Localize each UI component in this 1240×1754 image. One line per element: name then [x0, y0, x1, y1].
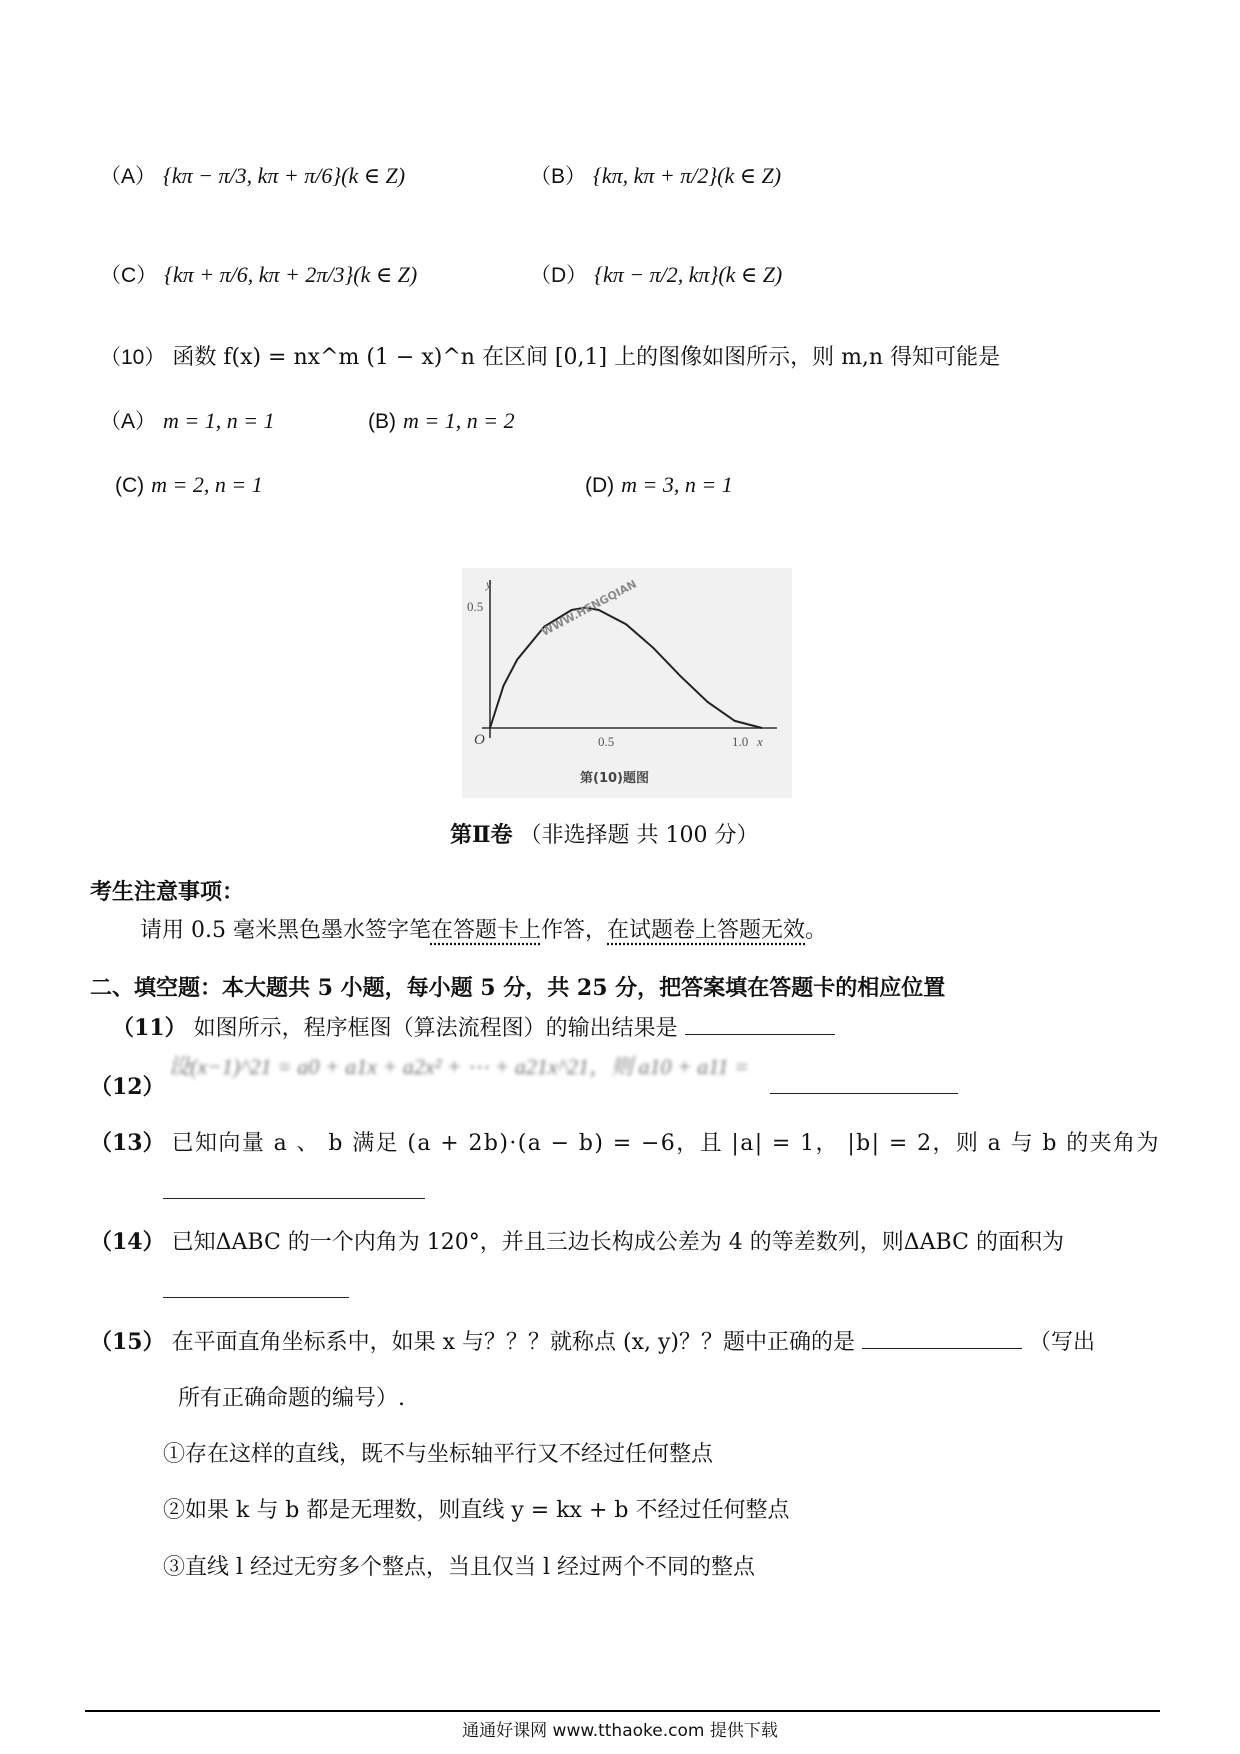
q9-option-c-label: （C）: [100, 264, 158, 287]
q10-option-a-expr: m = 1, n = 1: [163, 408, 275, 433]
q10-option-b: [368, 406, 515, 437]
notice-text: [140, 916, 827, 946]
y-tick-label: 0.5: [467, 599, 484, 614]
q9-option-a-expr: {kπ − π/3, kπ + π/6}(k ∈ Z): [163, 163, 406, 188]
q15-item-1: ①存在这样的直线，既不与坐标轴平行又不经过任何整点: [163, 1442, 714, 1467]
q10-option-d: [585, 470, 733, 501]
q9-option-a-label: （A）: [100, 165, 157, 188]
q10-option-b-label: (B): [368, 410, 396, 433]
q9-option-d-label: （D）: [530, 264, 588, 287]
q9-option-c-expr: {kπ + π/6, kπ + 2π/3}(k ∈ Z): [164, 262, 418, 287]
q10-option-a-label: （A）: [100, 410, 157, 433]
part2-title: 第Ⅱ卷: [450, 822, 513, 848]
q10-number: （10）: [100, 346, 166, 369]
q14: [90, 1227, 1064, 1258]
q12-answer-blank: [770, 1093, 958, 1094]
notice-heading: 考生注意事项：: [90, 879, 245, 905]
q9-option-c: [100, 260, 417, 291]
origin-label: O: [474, 732, 485, 748]
q15-item-2: ②如果 k 与 b 都是无理数，则直线 y = kx + b 不经过任何整点: [163, 1498, 790, 1523]
q15-line2: 所有正确命题的编号）.: [178, 1386, 405, 1411]
q11-number: （11）: [112, 1015, 187, 1041]
part2-subtitle: （非选择题 共 100 分）: [519, 823, 759, 848]
q9-option-a: [100, 161, 405, 192]
q9-option-b-expr: {kπ, kπ + π/2}(k ∈ Z): [593, 163, 782, 188]
q10-stem: [100, 343, 1000, 373]
q10-option-d-expr: m = 3, n = 1: [621, 472, 733, 497]
q10-option-c: [115, 470, 263, 501]
part2-heading: [450, 820, 759, 851]
x-tick-one-label: 1.0: [732, 734, 749, 749]
q13-number: （13）: [90, 1130, 165, 1156]
q11-text: 如图所示，程序框图（算法流程图）的输出结果是: [193, 1016, 678, 1041]
q15: [90, 1326, 1095, 1358]
footer-rule: [85, 1710, 1160, 1712]
q12-blurred-text: 设(x−1)^21 = a0 + a1x + a2x² + ⋯ + a21x^21，则 a10 + a11 =: [168, 1054, 750, 1079]
q10-option-c-label: (C): [115, 474, 145, 497]
q14-number: （14）: [90, 1229, 165, 1255]
q11-answer-blank: [685, 1012, 835, 1035]
q13-answer-blank: [163, 1198, 425, 1199]
notice-text-pre: 请用 0.5 毫米黑色墨水签字笔: [140, 918, 431, 943]
q15-text: 在平面直角坐标系中，如果 x 与？？？就称点 (x, y)？？题中正确的是: [171, 1330, 856, 1355]
q12-number: （12）: [90, 1074, 165, 1100]
notice-text-mid: 作答，: [541, 918, 608, 943]
q15-tail: （写出: [1029, 1330, 1096, 1355]
q11: [112, 1012, 835, 1044]
q10-text: 函数 f(x) = nx^m (1 − x)^n 在区间 [0,1] 上的图像如图所示，则 m,n 得知可能是: [172, 345, 1001, 370]
function-curve: [490, 608, 762, 728]
q10-option-c-expr: m = 2, n = 1: [151, 472, 263, 497]
q9-option-d: [530, 260, 782, 291]
footer-text: 通通好课网 www.tthaoke.com 提供下载: [462, 1721, 778, 1741]
q10-option-b-expr: m = 1, n = 2: [403, 408, 515, 433]
q9-option-b: [530, 161, 781, 192]
q13-text: 已知向量 a 、 b 满足 (a + 2b)·(a − b) = −6，且 |a| = 1， |b| = 2，则 a 与 b 的夹角为: [171, 1131, 1160, 1156]
q9-option-b-label: （B）: [530, 165, 587, 188]
notice-text-emph1: 在答题卡上: [430, 918, 541, 943]
section2-heading: 二、填空题：本大题共 5 小题，每小题 5 分，共 25 分，把答案填在答题卡的相应位置: [90, 975, 946, 1001]
notice-text-emph2: 在试题卷上答题无效: [607, 918, 806, 943]
q10-graph: [462, 568, 792, 798]
q15-item-3: ③直线 l 经过无穷多个整点，当且仅当 l 经过两个不同的整点: [163, 1555, 756, 1580]
q10-figure: [462, 568, 792, 798]
q14-answer-blank: [163, 1297, 349, 1298]
x-tick-half-label: 0.5: [598, 734, 615, 749]
q15-number: （15）: [90, 1329, 165, 1355]
notice-text-end: 。: [805, 918, 828, 943]
q14-text: 已知ΔABC 的一个内角为 120°，并且三边长构成公差为 4 的等差数列，则ΔABC 的面积为: [171, 1230, 1064, 1255]
watermark-text: WWW.HENGQIAN: [539, 577, 639, 639]
q15-answer-blank: [862, 1326, 1022, 1349]
y-axis-label: y: [486, 577, 492, 591]
q9-option-d-expr: {kπ − π/2, kπ}(k ∈ Z): [594, 262, 783, 287]
q10-option-d-label: (D): [585, 474, 615, 497]
q10-option-a: [100, 406, 275, 437]
q13: [90, 1128, 1160, 1159]
x-axis-label: x: [757, 734, 763, 749]
figure-caption: 第(10)题图: [580, 771, 649, 786]
